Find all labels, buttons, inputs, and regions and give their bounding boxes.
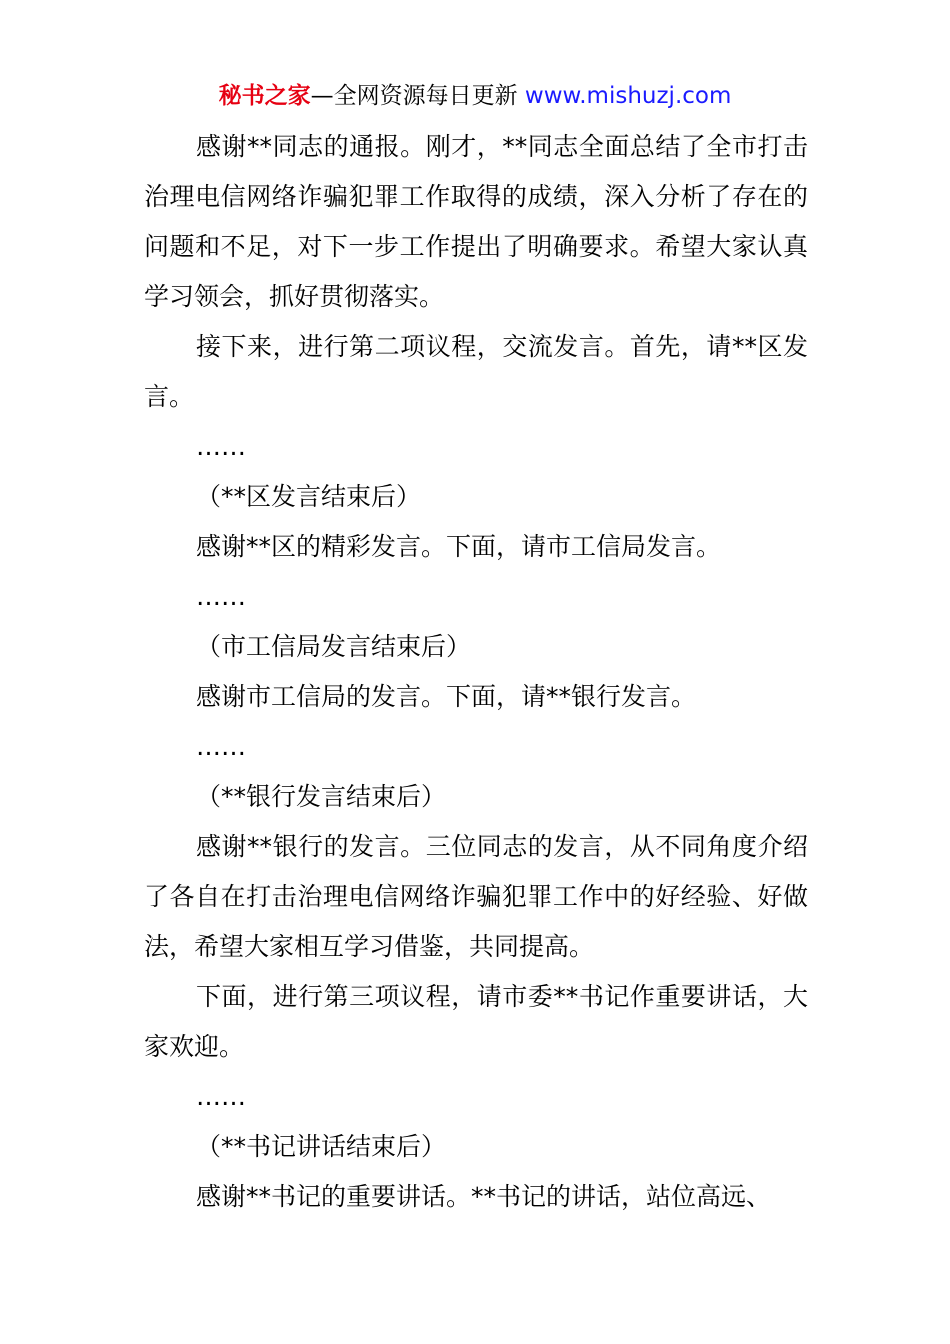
document-body	[144, 122, 808, 1222]
paragraph-1: 感谢**同志的通报。刚才，**同志全面总结了全市打击治理电信网络诈骗犯罪工作取得的成绩，深入分析了存在的问题和不足，对下一步工作提出了明确要求。希望大家认真学习领会，抓好贯彻落实。	[144, 132, 808, 311]
paragraph-2: 接下来，进行第二项议程，交流发言。首先，请**区发言。	[144, 332, 808, 411]
site-url-link[interactable]: www.mishuzj.com	[524, 83, 732, 109]
stage-note-1: （**区发言结束后）	[196, 482, 422, 511]
ellipsis-2: ……	[196, 582, 246, 611]
site-brand: 秘书之家	[218, 83, 311, 109]
ellipsis-1: ……	[196, 432, 246, 461]
paragraph-6: 下面，进行第三项议程，请市委**书记作重要讲话，大家欢迎。	[144, 982, 808, 1061]
site-tagline: —全网资源每日更新	[310, 83, 518, 109]
stage-note-3: （**银行发言结束后）	[196, 782, 447, 811]
page-header	[0, 80, 950, 112]
paragraph-5: 感谢**银行的发言。三位同志的发言，从不同角度介绍了各自在打击治理电信网络诈骗犯罪工作中的好经验、好做法，希望大家相互学习借鉴，共同提高。	[144, 832, 808, 961]
stage-note-2: （市工信局发言结束后）	[196, 632, 472, 661]
paragraph-4: 感谢市工信局的发言。下面，请**银行发言。	[196, 682, 697, 711]
ellipsis-4: ……	[196, 1082, 246, 1111]
paragraph-7: 感谢**书记的重要讲话。**书记的讲话，站位高远、	[196, 1182, 772, 1211]
stage-note-4: （**书记讲话结束后）	[196, 1132, 447, 1161]
ellipsis-3: ……	[196, 732, 246, 761]
paragraph-3: 感谢**区的精彩发言。下面，请市工信局发言。	[196, 532, 722, 561]
